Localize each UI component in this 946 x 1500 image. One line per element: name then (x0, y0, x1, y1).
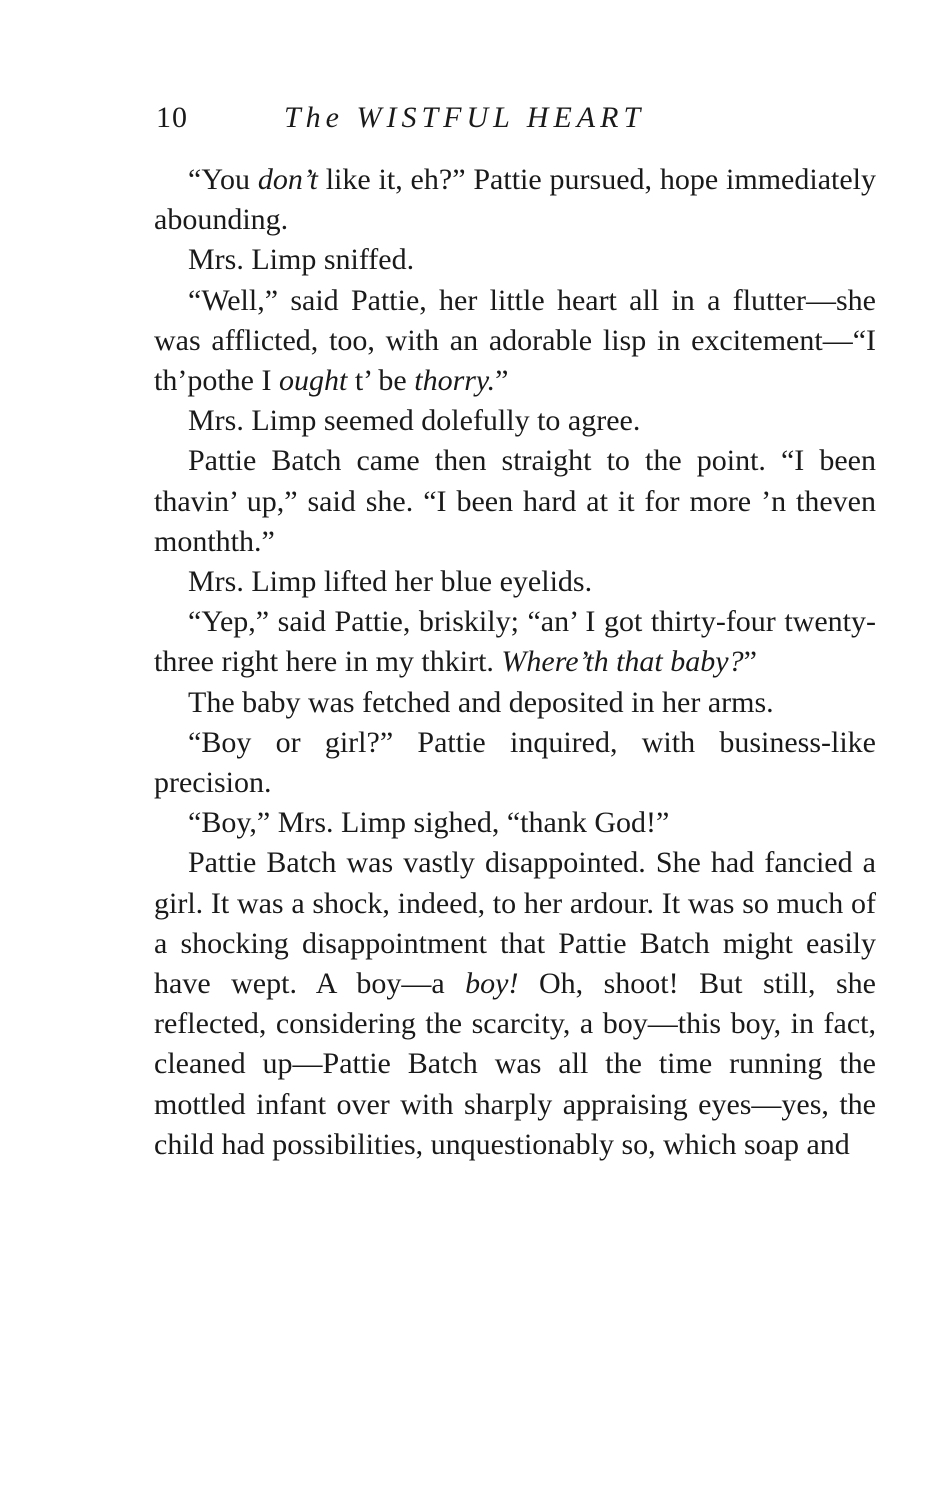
page-number: 10 (156, 101, 188, 134)
paragraph: Mrs. Limp lifted her blue eyelids. (188, 565, 593, 599)
paragraph: Mrs. Limp seemed dolefully to agree. (188, 404, 641, 438)
paragraph: Mrs. Limp sniffed. (188, 243, 415, 277)
paragraph: “Boy,” Mrs. Limp sighed, “thank God!” (188, 806, 670, 840)
paragraph: “Well,” said Pattie, her little heart all in a flutter—she was afflicted, too, with an adorable lisp in excitement—“I th’pothe I ought t’ be thorry.” (154, 283, 876, 398)
paragraph: “Boy or girl?” Pattie inquired, with business-like precision. (154, 725, 876, 800)
running-head (154, 96, 876, 140)
paragraph: “Yep,” said Pattie, briskily; “an’ I got thirty-four twenty-three right here in my thkirt. Where’th that baby?” (154, 605, 876, 679)
paragraph: “You don’t like it, eh?” Pattie pursued, hope immediately abounding. (154, 163, 876, 237)
book-page (154, 96, 876, 1165)
emphasis: Where’th that baby? (501, 645, 744, 679)
emphasis: thorry. (414, 364, 496, 398)
emphasis: boy! (465, 967, 519, 1001)
emphasis: ought (278, 364, 348, 398)
paragraph: Pattie Batch was vastly disappointed. She had fancied a girl. It was a shock, indeed, to her ardour. It was so much of a shocking disappointment that Pattie Batch might easily have wept. A boy—a boy! Oh, shoot! But still, she reflected, considering the scarcity, a boy—this boy, in fact, cleaned up—Pattie Batch was all the time running the mottled infant over with sharply appraising eyes—yes, the child had possibilities, unquestionably so, which soap and (154, 846, 876, 1161)
paragraph: Pattie Batch came then straight to the point. “I been thavin’ up,” said she. “I been hard at it for more ’n theven monthth.” (154, 444, 876, 558)
running-title: The WISTFUL HEART (284, 101, 646, 134)
emphasis: don’t (257, 163, 318, 196)
body-text (154, 160, 876, 1165)
paragraph: The baby was fetched and deposited in her arms. (188, 685, 774, 719)
